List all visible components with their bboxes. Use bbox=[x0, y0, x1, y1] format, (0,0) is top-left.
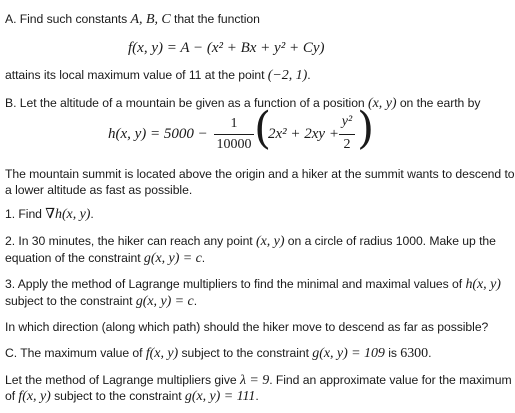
part-a-intro-text: A. Find such constants bbox=[5, 12, 128, 26]
question-1 bbox=[5, 207, 471, 222]
part-c-text-e: . Find an approximate value for the maximum bbox=[269, 373, 512, 387]
part-a-intro-text-2: that the function bbox=[173, 12, 260, 26]
part-c-line-3 bbox=[5, 389, 471, 404]
question-3-text-b: subject to the constraint bbox=[5, 294, 133, 308]
point-xy: (x, y) bbox=[256, 234, 285, 249]
period: . bbox=[90, 207, 94, 221]
function-f-equation: f(x, y) = A − (x² + Bx + y² + Cy) bbox=[128, 40, 325, 56]
right-paren: ) bbox=[357, 103, 375, 154]
y-squared-denominator: 2 bbox=[343, 137, 351, 152]
position-xy: (x, y) bbox=[368, 96, 397, 111]
constraint-109: g(x, y) = 109 bbox=[312, 346, 385, 361]
question-3-line-1 bbox=[5, 277, 501, 292]
period: . bbox=[255, 389, 259, 403]
question-3-text: 3. Apply the method of Lagrange multipliers to find the minimal and maximal values of bbox=[5, 277, 463, 291]
question-3-line-2 bbox=[5, 294, 471, 309]
inner-expression: 2x² + 2xy + bbox=[268, 126, 339, 142]
constraint-equation: g(x, y) = c bbox=[135, 294, 194, 309]
fraction-bar bbox=[214, 134, 254, 135]
question-1-text: 1. Find bbox=[5, 207, 42, 221]
constants-abc: A, B, C bbox=[130, 12, 171, 27]
part-b-intro bbox=[5, 96, 481, 111]
part-b-intro-text: B. Let the altitude of a mountain be given as a function of a position bbox=[5, 96, 365, 110]
question-2-line-2 bbox=[5, 251, 471, 266]
constraint-111: g(x, y) = 111 bbox=[184, 389, 256, 404]
question-2-text-c: equation of the constraint bbox=[5, 251, 141, 265]
lambda-value: λ = 9 bbox=[239, 373, 270, 388]
h-function: h(x, y) bbox=[465, 277, 501, 292]
summit-line-2: a lower altitude as fast as possible. bbox=[5, 183, 193, 197]
y-squared-bar bbox=[339, 134, 355, 135]
period: . bbox=[307, 68, 311, 82]
question-2-text-b: on a circle of radius 1000. Make up the bbox=[287, 234, 496, 248]
part-b-intro-text-end: on the earth by bbox=[399, 96, 481, 110]
max-value: 6300 bbox=[400, 346, 429, 361]
y-squared-numerator: y² bbox=[341, 114, 353, 129]
question-2-text: 2. In 30 minutes, the hiker can reach any point bbox=[5, 234, 253, 248]
part-c-text-c: is bbox=[388, 346, 397, 360]
question-2-line-1 bbox=[5, 234, 496, 249]
summit-line-1: The mountain summit is located above the origin and a hiker at the summit wants to descend to bbox=[5, 167, 515, 181]
part-a-condition bbox=[5, 68, 471, 83]
fraction-numerator: 1 bbox=[230, 116, 238, 131]
constraint-equation: g(x, y) = c bbox=[143, 251, 202, 266]
left-paren: ( bbox=[254, 103, 272, 154]
part-c-text-f: of bbox=[5, 389, 16, 403]
question-direction: In which direction (along which path) should the hiker move to descend as far as possible? bbox=[5, 320, 489, 334]
f-function: f(x, y) bbox=[145, 346, 179, 361]
period: . bbox=[201, 251, 206, 265]
part-c-text: C. The maximum value of bbox=[5, 346, 143, 360]
period: . bbox=[428, 346, 432, 360]
f-function: f(x, y) bbox=[18, 389, 51, 404]
altitude-function-lhs: h(x, y) = 5000 − bbox=[108, 126, 208, 142]
part-c-text-d: Let the method of Lagrange multipliers give bbox=[5, 373, 237, 387]
part-a-condition-text: attains its local maximum value of 11 at the point bbox=[5, 68, 265, 82]
fraction-denominator: 10000 bbox=[216, 137, 252, 152]
part-a-intro bbox=[5, 12, 471, 27]
part-c-text-g: subject to the constraint bbox=[54, 389, 182, 403]
part-c-text-b: subject to the constraint bbox=[181, 346, 309, 360]
part-c-line-1 bbox=[5, 346, 471, 361]
point-value: (−2, 1) bbox=[267, 68, 308, 83]
part-c-line-2 bbox=[5, 373, 512, 388]
period: . bbox=[193, 294, 198, 308]
gradient-h: ∇h(x, y) bbox=[45, 207, 91, 222]
